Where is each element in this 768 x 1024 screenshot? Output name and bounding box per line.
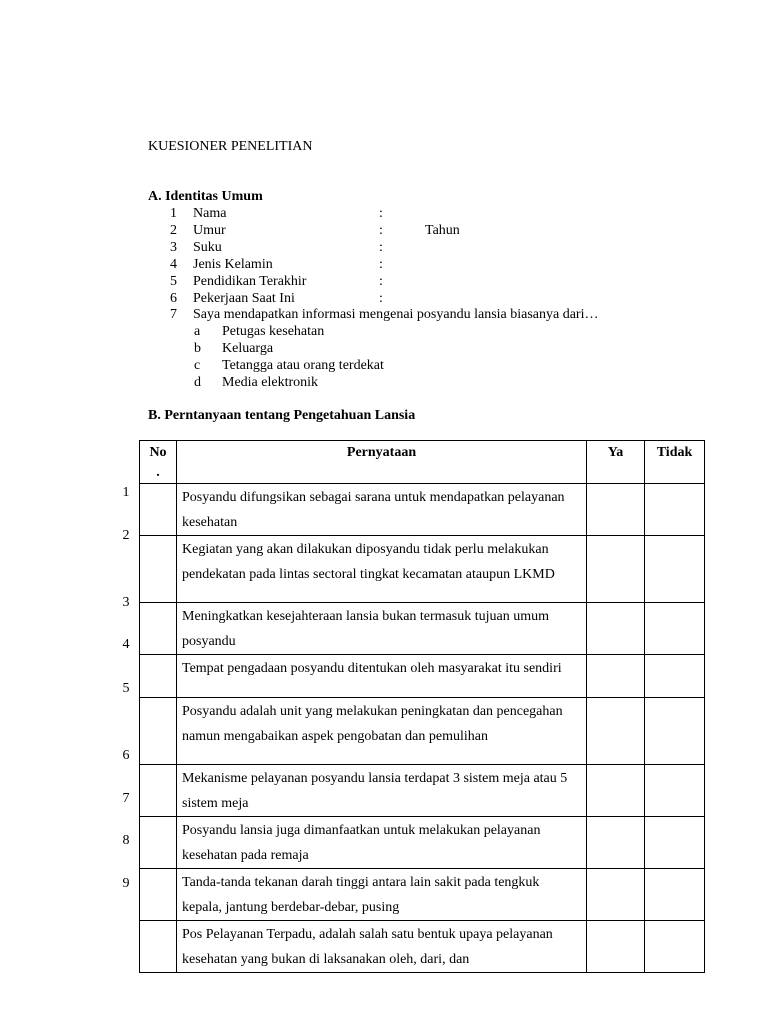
header-no: No . (140, 441, 177, 484)
field-label: Suku (193, 240, 222, 255)
table-row (140, 698, 705, 765)
option-text: Tetangga atau orang terdekat (222, 358, 384, 373)
row-number: 1 (122, 485, 130, 500)
option-letter: d (194, 375, 201, 390)
no-cell (140, 536, 177, 603)
yes-answer-cell[interactable] (587, 536, 645, 603)
row-number: 7 (122, 791, 130, 806)
table-row (140, 655, 705, 698)
no-answer-cell[interactable] (645, 921, 705, 973)
section-b-heading: B. Perntanyaan tentang Pengetahuan Lansia (148, 408, 416, 423)
field-number: 1 (170, 206, 177, 221)
field-colon: : (379, 274, 383, 289)
yes-answer-cell[interactable] (587, 484, 645, 536)
header-yes: Ya (587, 441, 645, 484)
field-colon: : (379, 291, 383, 306)
option-text: Petugas kesehatan (222, 324, 325, 339)
table-header-row (140, 441, 705, 484)
row-number: 5 (122, 681, 130, 696)
table-row (140, 921, 705, 973)
section-a-heading: A. Identitas Umum (148, 189, 263, 204)
statement-cell: Tanda-tanda tekanan darah tinggi antara lain sakit pada tengkuk kepala, jantung berdebar-debar, pusing (177, 869, 587, 921)
field-label: Umur (193, 223, 226, 238)
field-number: 6 (170, 291, 177, 306)
row-number: 8 (122, 833, 130, 848)
field-label: Pendidikan Terakhir (193, 274, 307, 289)
row-number: 6 (122, 748, 130, 763)
table-row (140, 765, 705, 817)
option-text: Keluarga (222, 341, 274, 356)
no-answer-cell[interactable] (645, 765, 705, 817)
field-number: 3 (170, 240, 177, 255)
table-row (140, 484, 705, 536)
no-answer-cell[interactable] (645, 536, 705, 603)
statement-cell: Kegiatan yang akan dilakukan diposyandu tidak perlu melakukan pendekatan pada lintas sectoral tingkat kecamatan ataupun LKMD (177, 536, 587, 603)
field-number: 4 (170, 257, 177, 272)
field-colon: : (379, 223, 383, 238)
yes-answer-cell[interactable] (587, 655, 645, 698)
no-cell (140, 698, 177, 765)
no-answer-cell[interactable] (645, 698, 705, 765)
question-text: Saya mendapatkan informasi mengenai posyandu lansia biasanya dari… (193, 307, 599, 322)
statement-cell: Mekanisme pelayanan posyandu lansia terdapat 3 sistem meja atau 5 sistem meja (177, 765, 587, 817)
no-answer-cell[interactable] (645, 655, 705, 698)
statement-cell: Tempat pengadaan posyandu ditentukan oleh masyarakat itu sendiri (177, 655, 587, 698)
field-suffix: Tahun (425, 223, 460, 238)
statement-cell: Meningkatkan kesejahteraan lansia bukan termasuk tujuan umum posyandu (177, 603, 587, 655)
yes-answer-cell[interactable] (587, 921, 645, 973)
field-number: 2 (170, 223, 177, 238)
page-title: KUESIONER PENELITIAN (148, 139, 313, 154)
statement-cell: Posyandu lansia juga dimanfaatkan untuk melakukan pelayanan kesehatan pada remaja (177, 817, 587, 869)
no-cell (140, 765, 177, 817)
no-cell (140, 869, 177, 921)
yes-answer-cell[interactable] (587, 698, 645, 765)
table-row (140, 817, 705, 869)
no-answer-cell[interactable] (645, 817, 705, 869)
field-number: 5 (170, 274, 177, 289)
field-colon: : (379, 206, 383, 221)
field-label: Nama (193, 206, 227, 221)
field-label: Pekerjaan Saat Ini (193, 291, 295, 306)
no-cell (140, 921, 177, 973)
option-letter: b (194, 341, 201, 356)
statement-cell: Posyandu difungsikan sebagai sarana untuk mendapatkan pelayanan kesehatan (177, 484, 587, 536)
field-label: Jenis Kelamin (193, 257, 273, 272)
no-answer-cell[interactable] (645, 869, 705, 921)
no-cell (140, 603, 177, 655)
no-answer-cell[interactable] (645, 603, 705, 655)
no-cell (140, 655, 177, 698)
field-colon: : (379, 240, 383, 255)
table-row (140, 536, 705, 603)
table-row (140, 603, 705, 655)
option-letter: a (194, 324, 201, 339)
table-row (140, 869, 705, 921)
row-number: 3 (122, 595, 130, 610)
yes-answer-cell[interactable] (587, 603, 645, 655)
row-number: 4 (122, 637, 130, 652)
row-number: 2 (122, 528, 130, 543)
yes-answer-cell[interactable] (587, 817, 645, 869)
no-cell (140, 484, 177, 536)
questionnaire-table (139, 440, 705, 973)
yes-answer-cell[interactable] (587, 869, 645, 921)
option-letter: c (194, 358, 201, 373)
header-statement: Pernyataan (177, 441, 587, 484)
header-no-answer: Tidak (645, 441, 705, 484)
statement-cell: Posyandu adalah unit yang melakukan peningkatan dan pencegahan namun mengabaikan aspek pengobatan dan pemulihan (177, 698, 587, 765)
statement-cell: Pos Pelayanan Terpadu, adalah salah satu bentuk upaya pelayanan kesehatan yang bukan di laksanakan oleh, dari, dan (177, 921, 587, 973)
no-cell (140, 817, 177, 869)
row-number: 9 (122, 876, 130, 891)
yes-answer-cell[interactable] (587, 765, 645, 817)
no-answer-cell[interactable] (645, 484, 705, 536)
option-text: Media elektronik (222, 375, 319, 390)
field-colon: : (379, 257, 383, 272)
field-number: 7 (170, 307, 177, 322)
